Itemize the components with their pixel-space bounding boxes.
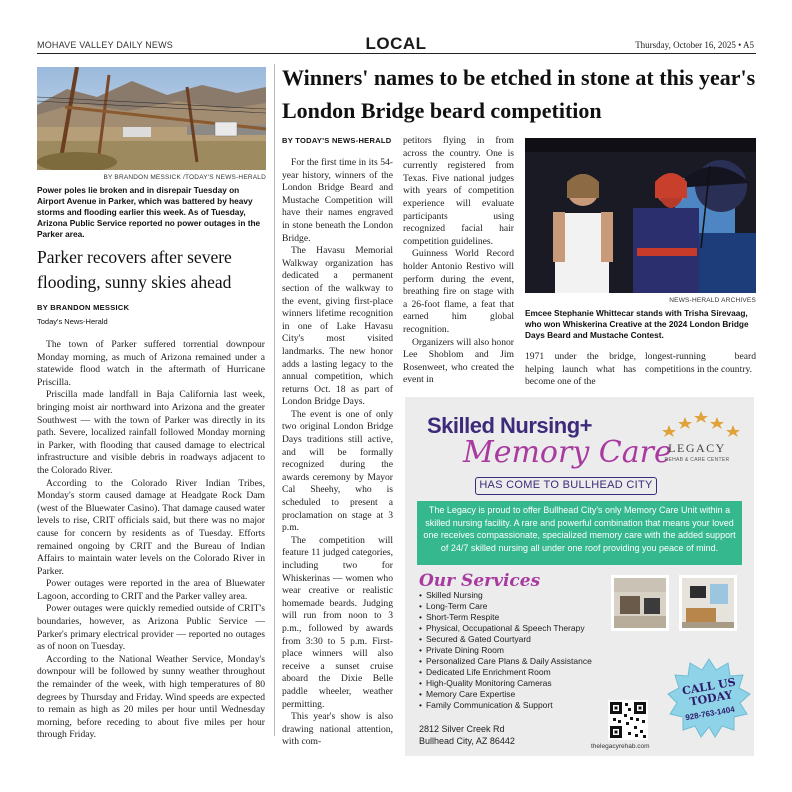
address-line-1: 2812 Silver Creek Rd xyxy=(419,724,505,734)
stars-icon xyxy=(661,407,741,437)
services-title: Our Services xyxy=(419,571,541,591)
paragraph: The competition will feature 11 judged categories, including two for Whiskerinas — women who wear creative or realistic homemade beards. Judging will run from noon to 3 p.m., followed by awards from 3:30 to 5 p.m. First-place winners will also receive a sunset cruise aboard the Dixie Belle paddle wheeler, weather permitting. xyxy=(282,534,393,710)
date-page: Thursday, October 16, 2025 • A5 xyxy=(635,40,754,50)
facility-photo-room xyxy=(679,575,737,631)
list-item: • Memory Care Expertise xyxy=(419,689,592,700)
paragraph: This year's show is also drawing national attention, with com- xyxy=(282,711,393,748)
main-col-1 xyxy=(282,157,393,749)
address-line-2: Bullhead City, AZ 86442 xyxy=(419,736,515,746)
publication-name: MOHAVE VALLEY DAILY NEWS xyxy=(37,40,174,50)
paragraph: 1971 under the bridge, helping launch what has become one of the xyxy=(525,351,636,388)
legacy-logo-sub: REHAB & CARE CENTER xyxy=(664,457,730,463)
services-list xyxy=(419,590,592,711)
list-item: • Personalized Care Plans & Daily Assistance xyxy=(419,656,592,667)
paragraph: According to the National Weather Service, Monday's downpour will be followed by sunny weather throughout the remainder of the week, with high temperatures of 80 degrees by Thursday and Friday. Wind speeds are expected to remain as high as 20 miles per hour until Wednesday morning, before receding to about five miles per hour through Friday. xyxy=(37,653,265,741)
list-item: • Physical, Occupational & Speech Therapy xyxy=(419,623,592,634)
header-rule xyxy=(37,53,756,54)
list-item: • Long-Term Care xyxy=(419,601,592,612)
main-headline: Winners' names to be etched in stone at this year's London Bridge beard competition xyxy=(282,65,756,123)
list-item: • Short-Term Respite xyxy=(419,612,592,623)
paragraph: Priscilla made landfall in Baja California last week, bringing moist air northward into Arizona and the greater Southwest — with the town of Parker was directly in its path. Severe, localized rainfall followed Monday morning in Parker, with flooding that caused damage to electrical infrastructure and visible debris in roadways adjacent to the Colorado River. xyxy=(37,389,265,476)
ad-brand-top: Skilled Nursing+ xyxy=(427,413,592,438)
ad-tagline: HAS COME TO BULLHEAD CITY xyxy=(475,477,657,495)
left-story-body xyxy=(37,339,265,742)
storm-damage-photo xyxy=(37,67,266,170)
paragraph: petitors flying in from across the country. One is currently registered from Texas. Five national judges with years of competition experience will evaluate participants using recognized facial hair competition guidelines. xyxy=(403,135,514,247)
ad-website[interactable]: thelegacyrehab.com xyxy=(591,743,650,750)
paragraph: Guinness World Record holder Antonio Restivo will perform during the event, breathing fire on stage with a 26-foot flame, a feat that earned him global recognition. xyxy=(403,248,514,335)
paragraph: According to the Colorado River Indian Tribes, Monday's storm caused damage at Headgate Rock Dam (west of the Bluewater Casino). That damage caused water levels to rise, CRIT officials said, but there was no major cause for concern by residents as of Tuesday. Efforts remained ongoing by CRIT and the Bureau of Indian Affairs to maintain water levels on the Colorado River in Parker. xyxy=(37,477,265,577)
qr-code-icon[interactable] xyxy=(608,700,648,740)
paragraph: Power outages were quickly remedied outside of CRIT's boundaries, however, as Arizona Public Service — Parker's primary electrical provider — reported no outages as of noon on Tuesday. xyxy=(37,603,265,653)
paragraph: The event is one of only two original London Bridge Days traditions still active, and will be formally recognized during the awards ceremony by Mayor Cal Sheehy, who is scheduled to present a proclamation on stage at 3 p.m. xyxy=(282,408,393,534)
photo-credit: BY BRANDON MESSICK /TODAY'S NEWS-HERALD xyxy=(103,174,266,181)
ad-address xyxy=(419,723,515,747)
main-photo-credit: NEWS-HERALD ARCHIVES xyxy=(669,297,756,304)
left-headline: Parker recovers after severe flooding, sunny skies ahead xyxy=(37,247,232,292)
main-col-4 xyxy=(645,351,756,376)
paragraph: The Havasu Memorial Walkway organization has dedicated a permanent section of the walkway to the event, giving first-place winners lifetime recognition in one of Lake Havasu City's most visited landmarks. The new honor adds a lasting legacy to the annual competition, which returns Oct. 18 as part of London Bridge Days. xyxy=(282,245,393,408)
photo-caption: Power poles lie broken and in disrepair Tuesday on Airport Avenue in Parker, which was battered by heavy storms and flooding earlier this week. As of Tuesday, Arizona Public Service reported no power outages in the Parker area. xyxy=(37,185,261,239)
main-col-3 xyxy=(525,351,636,389)
list-item: • Skilled Nursing xyxy=(419,590,592,601)
paragraph: The town of Parker suffered torrential downpour Monday morning, as much of Arizona remained under a statewide flood watch in the aftermath of Hurricane Priscilla. xyxy=(37,339,265,388)
call-us-label: CALL US TODAY xyxy=(681,675,737,709)
paragraph: For the first time in its 54-year history, winners of the London Bridge Beard and Mustache Competition will have their names engraved in stone beneath the London Bridge. xyxy=(282,157,393,244)
main-photo-caption: Emcee Stephanie Whittecar stands with Trisha Sirevaag, who won Whiskerina Creative at the 2024 London Bridge Days Beard and Mustache Contest. xyxy=(525,308,749,340)
paragraph: Power outages were reported in the area of Bluewater Lagoon, according to CRIT and the Parker valley area. xyxy=(37,578,265,602)
beard-contest-photo xyxy=(525,138,756,293)
left-byline: BY BRANDON MESSICK xyxy=(37,303,130,312)
column-divider xyxy=(274,64,275,736)
left-byline-outlet: Today's News-Herald xyxy=(37,317,108,326)
list-item: • Family Communication & Support xyxy=(419,700,592,711)
facility-photo-lobby xyxy=(611,575,669,631)
list-item: • Dedicated Life Enrichment Room xyxy=(419,667,592,678)
main-col-2 xyxy=(403,135,514,387)
legacy-advertisement[interactable] xyxy=(405,397,754,756)
main-byline: BY TODAY'S NEWS-HERALD xyxy=(282,136,392,145)
paragraph: longest-running beard competitions in the country. xyxy=(645,351,756,375)
legacy-logo: LEGACY xyxy=(668,441,726,455)
list-item: • Secured & Gated Courtyard xyxy=(419,634,592,645)
ad-brand-script: Memory Care xyxy=(463,435,672,470)
ad-description-band: The Legacy is proud to offer Bullhead City's only Memory Care Unit within a skilled nursing facility. A rare and powerful combination that means your loved one receives compassionate, specialized memory care with the added support of 24/7 skilled nursing all under one roof providing you peace of mind. xyxy=(417,501,742,565)
phone-number[interactable]: 928-763-1404 xyxy=(684,704,736,723)
section-title: LOCAL xyxy=(365,34,427,53)
paragraph: Organizers will also honor Lee Shoblom and Jim Rosenweet, who created the event in xyxy=(403,336,514,386)
list-item: • High-Quality Monitoring Cameras xyxy=(419,678,592,689)
list-item: • Private Dining Room xyxy=(419,645,592,656)
